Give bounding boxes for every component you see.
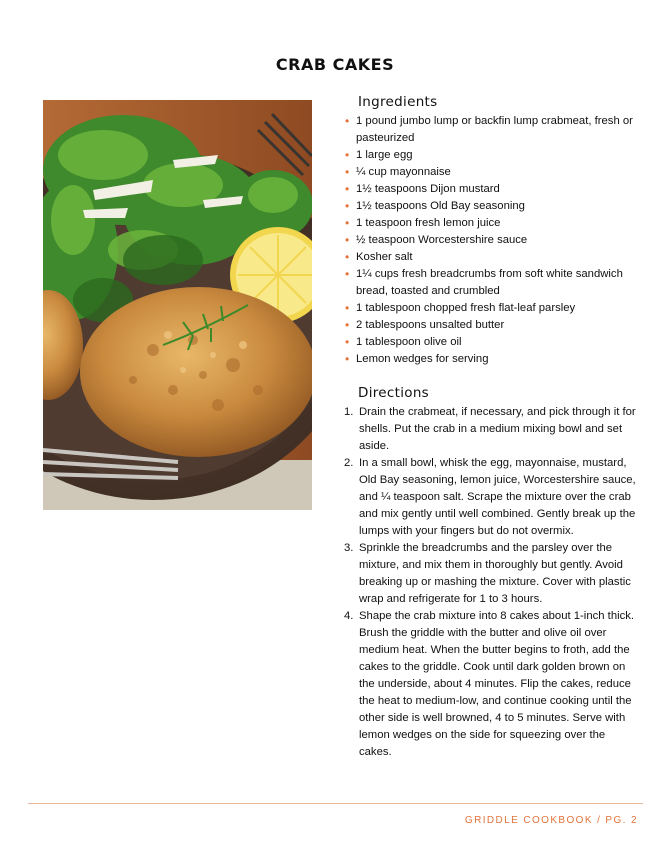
list-item bbox=[340, 404, 640, 455]
list-item bbox=[340, 181, 640, 198]
list-item bbox=[340, 164, 640, 181]
bullet-icon: • bbox=[345, 352, 350, 366]
bullet-icon: • bbox=[345, 318, 350, 332]
footer-page-label: GRIDDLE COOKBOOK / PG. 2 bbox=[464, 815, 638, 826]
bullet-icon: • bbox=[345, 216, 350, 230]
ingredient-text: 1 pound jumbo lump or backfin lump crabmeat, fresh or pasteurized bbox=[356, 115, 633, 144]
ingredient-text: 1½ teaspoons Old Bay seasoning bbox=[356, 200, 525, 212]
list-item bbox=[340, 249, 640, 266]
list-item bbox=[340, 232, 640, 249]
list-item bbox=[340, 147, 640, 164]
ingredient-text: ½ teaspoon Worcestershire sauce bbox=[356, 234, 528, 246]
step-text: Drain the crabmeat, if necessary, and pick through it for shells. Put the crab in a medium mixing bowl and set aside. bbox=[359, 406, 636, 452]
ingredient-text: 2 tablespoons unsalted butter bbox=[356, 319, 505, 331]
bullet-icon: • bbox=[345, 114, 350, 128]
ingredient-text: 1 large egg bbox=[356, 149, 413, 161]
list-item bbox=[340, 608, 640, 761]
bullet-icon: • bbox=[345, 233, 350, 247]
list-item bbox=[340, 334, 640, 351]
list-item bbox=[340, 266, 640, 300]
directions-list bbox=[340, 404, 640, 761]
bullet-icon: • bbox=[345, 199, 350, 213]
step-text: Shape the crab mixture into 8 cakes about 1-inch thick. Brush the griddle with the butter and olive oil over medium heat. When the butter begins to froth, add the cakes to the griddle. Cook until dark golden brown on the underside, about 4 minutes. Flip the cakes, reduce the heat to medium-low, and continue cooking until the other side is well browned, 4 to 5 minutes. Serve with lemon wedges on the side for squeezing over the cakes. bbox=[359, 610, 635, 758]
ingredient-text: 1½ teaspoons Dijon mustard bbox=[356, 183, 500, 195]
bullet-icon: • bbox=[345, 335, 350, 349]
list-item bbox=[340, 351, 640, 368]
step-text: In a small bowl, whisk the egg, mayonnaise, mustard, Old Bay seasoning, lemon juice, Worcestershire sauce, and ¼ teaspoon salt. Scrape the mixture over the crab and mix gently until well combined. Gently break up the lumps with your fingers but do not overmix. bbox=[359, 457, 636, 537]
bullet-icon: • bbox=[345, 301, 350, 315]
step-number: 2. bbox=[344, 457, 354, 469]
ingredients-list bbox=[340, 113, 640, 368]
step-number: 3. bbox=[344, 542, 354, 554]
ingredient-text: 1 tablespoon chopped fresh flat-leaf parsley bbox=[356, 302, 576, 314]
list-item bbox=[340, 300, 640, 317]
bullet-icon: • bbox=[345, 182, 350, 196]
page-title: CRAB CAKES bbox=[275, 55, 395, 74]
list-item bbox=[340, 215, 640, 232]
list-item bbox=[340, 198, 640, 215]
ingredient-text: 1 tablespoon olive oil bbox=[356, 336, 462, 348]
ingredients-heading: Ingredients bbox=[358, 94, 438, 110]
ingredient-text: 1 teaspoon fresh lemon juice bbox=[356, 217, 501, 229]
crab-cake-photo bbox=[43, 100, 312, 510]
list-item bbox=[340, 455, 640, 540]
bullet-icon: • bbox=[345, 148, 350, 162]
directions-heading: Directions bbox=[358, 385, 430, 401]
ingredient-text: 1¼ cups fresh breadcrumbs from soft white sandwich bread, toasted and crumbled bbox=[356, 268, 623, 297]
footer-divider bbox=[28, 803, 643, 804]
ingredient-text: Lemon wedges for serving bbox=[356, 353, 489, 365]
list-item bbox=[340, 540, 640, 608]
step-text: Sprinkle the breadcrumbs and the parsley over the mixture, and mix them in thoroughly but gently. Avoid breaking up or mashing the mixture. Cover with plastic wrap and refrigerate for 1 to 3 hours. bbox=[359, 542, 631, 605]
ingredient-text: Kosher salt bbox=[356, 251, 413, 263]
bullet-icon: • bbox=[345, 165, 350, 179]
step-number: 1. bbox=[344, 406, 354, 418]
bullet-icon: • bbox=[345, 250, 350, 264]
step-number: 4. bbox=[344, 610, 354, 622]
list-item bbox=[340, 317, 640, 334]
bullet-icon: • bbox=[345, 267, 350, 281]
list-item bbox=[340, 113, 640, 147]
recipe-content bbox=[340, 94, 640, 761]
ingredient-text: ¼ cup mayonnaise bbox=[356, 166, 451, 178]
